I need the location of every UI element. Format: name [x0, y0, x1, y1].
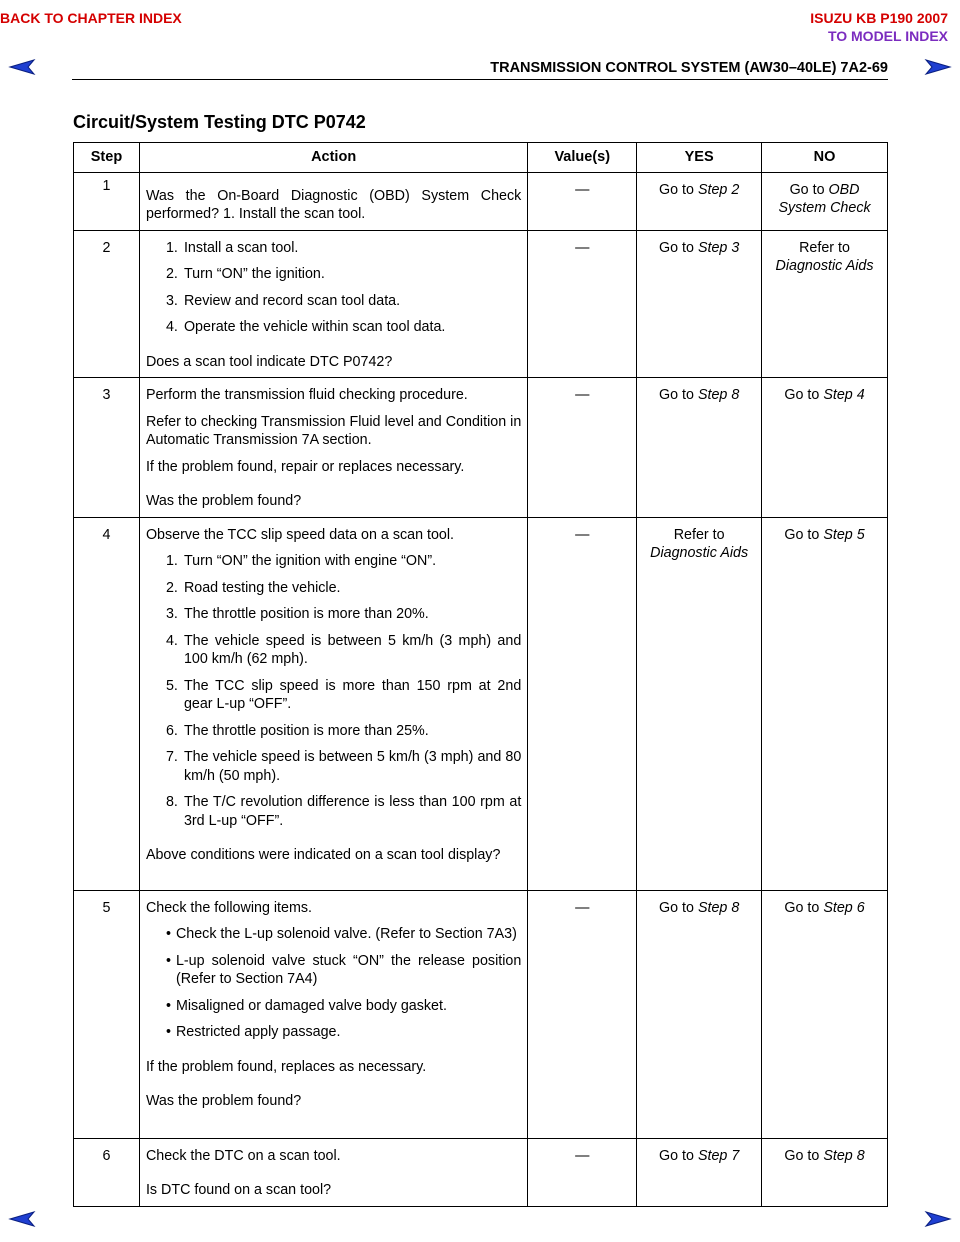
- step-number: 3: [74, 378, 140, 518]
- step-number: 5: [74, 890, 140, 1138]
- list-item: • Misaligned or damaged valve body gasket.: [166, 997, 521, 1016]
- yes-cell: [637, 378, 762, 518]
- table-header-row: [74, 143, 888, 173]
- no-cell: [762, 517, 888, 890]
- action-steps-list: [146, 552, 521, 830]
- action-question: Does a scan tool indicate DTC P0742?: [145, 353, 393, 370]
- action-cell: [139, 517, 527, 890]
- yes-prefix: Go to: [658, 387, 694, 403]
- action-question: Was the problem found?: [145, 1093, 302, 1109]
- yes-cell: [637, 890, 762, 1138]
- value-cell: —: [528, 172, 637, 230]
- action-intro: Observe the TCC slip speed data on a scan tool.: [145, 526, 455, 543]
- step-number: 1: [74, 172, 140, 230]
- no-reference[interactable]: OBD System Check: [778, 181, 871, 216]
- list-item: Turn “ON” the ignition.: [183, 266, 325, 282]
- action-steps-list: [146, 239, 521, 337]
- value-cell: —: [528, 230, 637, 378]
- yes-cell: [637, 1138, 762, 1206]
- list-item: The throttle position is more than 25%.: [183, 722, 429, 739]
- yes-cell: [637, 230, 762, 378]
- list-item: Road testing the vehicle.: [183, 579, 341, 596]
- list-item: • L-up solenoid valve stuck “ON” the release position (Refer to Section 7A4): [166, 952, 521, 989]
- table-row: [74, 1138, 888, 1206]
- action-note: If the problem found, replaces as necessary.: [145, 1058, 427, 1075]
- list-item: • Restricted apply passage.: [166, 1023, 521, 1042]
- step-number: 6: [74, 1138, 140, 1206]
- step-number: 4: [74, 517, 140, 890]
- no-prefix: Go to: [784, 1147, 820, 1164]
- model-title-link[interactable]: ISUZU KB P190 2007: [810, 10, 948, 26]
- yes-reference[interactable]: Step 3: [697, 239, 740, 256]
- yes-reference[interactable]: Step 8: [697, 899, 740, 916]
- yes-cell: [637, 517, 762, 890]
- action-question: Was the On-Board Diagnostic (OBD) System Check performed? 1. Install the scan tool.: [145, 187, 522, 222]
- col-header-no: NO: [762, 143, 888, 173]
- list-item: Review and record scan tool data.: [183, 292, 401, 309]
- yes-prefix: Go to: [658, 1147, 694, 1164]
- no-prefix: Go to: [784, 526, 820, 543]
- action-cell: [139, 890, 527, 1138]
- arrow-right-icon[interactable]: [924, 1210, 952, 1228]
- action-intro: Check the DTC on a scan tool.: [145, 1147, 341, 1164]
- check-items-list: [146, 925, 521, 1042]
- value-cell: —: [528, 890, 637, 1138]
- yes-reference[interactable]: Step 7: [697, 1147, 740, 1164]
- col-header-action: Action: [139, 143, 527, 173]
- list-item: The TCC slip speed is more than 150 rpm at 2nd gear L-up “OFF”.: [183, 677, 522, 712]
- no-cell: [762, 378, 888, 518]
- action-question: Above conditions were indicated on a scan tool display?: [145, 847, 501, 863]
- no-cell: [762, 230, 888, 378]
- col-header-values: Value(s): [528, 143, 637, 173]
- list-item: Turn “ON” the ignition with engine “ON”.: [183, 553, 437, 569]
- list-item: Install a scan tool.: [183, 239, 299, 256]
- list-item: The vehicle speed is between 5 km/h (3 mph) and 80 km/h (50 mph).: [183, 749, 522, 784]
- no-reference[interactable]: Step 4: [823, 387, 865, 403]
- action-paragraph: If the problem found, repair or replaces necessary.: [145, 458, 465, 475]
- yes-prefix: Go to: [658, 239, 694, 256]
- step-number: 2: [74, 230, 140, 378]
- value-cell: —: [528, 378, 637, 518]
- value-cell: —: [528, 1138, 637, 1206]
- action-cell: [139, 378, 527, 518]
- action-paragraph: Refer to checking Transmission Fluid level and Condition in Automatic Transmission 7A section.: [145, 413, 522, 448]
- table-row: [74, 890, 888, 1138]
- yes-reference[interactable]: Step 2: [697, 181, 740, 198]
- action-intro: Check the following items.: [145, 899, 313, 916]
- no-prefix: Go to: [784, 387, 820, 403]
- page-title: Circuit/System Testing DTC P0742: [73, 112, 366, 132]
- back-to-chapter-index-link[interactable]: BACK TO CHAPTER INDEX: [0, 10, 182, 26]
- table-row: [74, 378, 888, 518]
- list-item: • Check the L-up solenoid valve. (Refer to Section 7A3): [166, 925, 521, 944]
- no-cell: [762, 890, 888, 1138]
- table-row: [74, 172, 888, 230]
- table-row: [74, 230, 888, 378]
- action-question: Was the problem found?: [145, 493, 302, 509]
- col-header-step: Step: [74, 143, 140, 173]
- no-reference[interactable]: Diagnostic Aids: [775, 258, 874, 274]
- action-paragraph: Perform the transmission fluid checking procedure.: [145, 387, 468, 403]
- yes-prefix: Refer to: [673, 526, 725, 543]
- list-item: The throttle position is more than 20%.: [183, 606, 429, 622]
- no-prefix: Go to: [784, 899, 820, 916]
- no-prefix: Go to: [789, 181, 825, 198]
- action-cell: [139, 1138, 527, 1206]
- yes-reference[interactable]: Diagnostic Aids: [650, 545, 749, 561]
- col-header-yes: YES: [637, 143, 762, 173]
- no-reference[interactable]: Step 5: [823, 526, 865, 543]
- to-model-index-link[interactable]: TO MODEL INDEX: [827, 28, 948, 44]
- yes-prefix: Go to: [658, 181, 694, 198]
- no-prefix: Refer to: [799, 239, 850, 256]
- no-reference[interactable]: Step 8: [823, 1147, 865, 1164]
- page-header-title: TRANSMISSION CONTROL SYSTEM (AW30–40LE) 7A2-69: [490, 60, 888, 76]
- list-item: The vehicle speed is between 5 km/h (3 mph) and 100 km/h (62 mph).: [183, 632, 522, 667]
- action-cell: [139, 230, 527, 378]
- no-cell: [762, 172, 888, 230]
- header-divider: [72, 79, 888, 80]
- arrow-left-icon[interactable]: [8, 1210, 36, 1228]
- yes-reference[interactable]: Step 8: [697, 387, 740, 403]
- arrow-right-icon[interactable]: [924, 58, 952, 76]
- arrow-left-icon[interactable]: [8, 58, 36, 76]
- yes-prefix: Go to: [658, 899, 694, 916]
- action-cell: [139, 172, 527, 230]
- table-row: [74, 517, 888, 890]
- diagnostic-table: [73, 142, 888, 1207]
- list-item: The T/C revolution difference is less than 100 rpm at 3rd L-up “OFF”.: [183, 794, 522, 829]
- list-item: Operate the vehicle within scan tool data.: [183, 319, 446, 335]
- action-question: Is DTC found on a scan tool?: [145, 1182, 332, 1198]
- value-cell: —: [528, 517, 637, 890]
- no-reference[interactable]: Step 6: [823, 899, 865, 916]
- yes-cell: [637, 172, 762, 230]
- no-cell: [762, 1138, 888, 1206]
